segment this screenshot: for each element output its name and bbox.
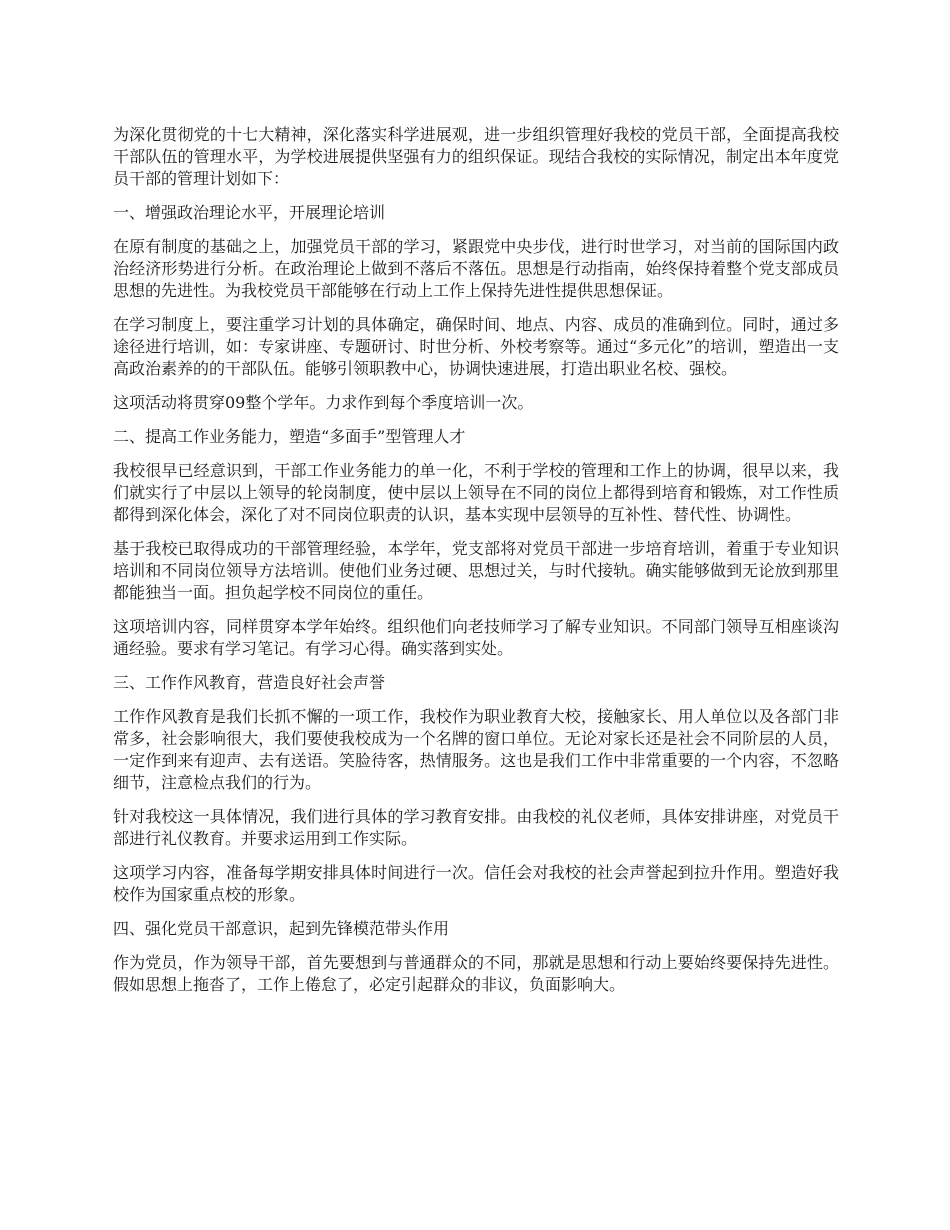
body-paragraph: 这项学习内容，准备每学期安排具体时间进行一次。信任会对我校的社会声誉起到拉升作用。塑造好我校作为国家重点校的形象。 <box>113 863 839 904</box>
section-heading-3: 三、工作作风教育，营造良好社会声誉 <box>113 673 386 692</box>
body-paragraph: 作为党员，作为领导干部，首先要想到与普通群众的不同，那就是思想和行动上要始终要保持先进性。假如思想上拖沓了，工作上倦怠了，必定引起群众的非议，负面影响大。 <box>113 953 839 994</box>
body-paragraph: 工作作风教育是我们长抓不懈的一项工作，我校作为职业教育大校，接触家长、用人单位以及各部门非常多，社会影响很大，我们要使我校成为一个名牌的窗口单位。无论对家长还是社会不同阶层的人员，一定作到来有迎声、去有送语。笑脸待客，热情服务。这也是我们工作中非常重要的一个内容，不忽略细节，注意检点我们的行为。 <box>113 707 839 792</box>
document-body <box>113 124 839 1008</box>
section-heading-1: 一、增强政治理论水平，开展理论培训 <box>113 203 386 222</box>
body-paragraph: 我校很早已经意识到，干部工作业务能力的单一化，不利于学校的管理和工作上的协调，很早以来，我们就实行了中层以上领导的轮岗制度，使中层以上领导在不同的岗位上都得到培育和锻炼，对工作性质都得到深化体会，深化了对不同岗位职责的认识，基本实现中层领导的互补性、替代性、协调性。 <box>113 461 839 524</box>
section-heading-2: 二、提高工作业务能力，塑造“多面手”型管理人才 <box>113 427 466 446</box>
intro-paragraph: 为深化贯彻党的十七大精神，深化落实科学进展观，进一步组织管理好我校的党员干部，全面提高我校干部队伍的管理水平，为学校进展提供坚强有力的组织保证。现结合我校的实际情况，制定出本年度党员干部的管理计划如下： <box>113 125 839 188</box>
section-heading-4: 四、强化党员干部意识，起到先锋模范带头作用 <box>113 919 450 938</box>
body-paragraph: 在原有制度的基础之上，加强党员干部的学习，紧跟党中央步伐，进行时世学习，对当前的国际国内政治经济形势进行分析。在政治理论上做到不落后不落伍。思想是行动指南，始终保持着整个党支部成员思想的先进性。为我校党员干部能够在行动上工作上保持先进性提供思想保证。 <box>113 237 839 300</box>
body-paragraph: 针对我校这一具体情况，我们进行具体的学习教育安排。由我校的礼仪老师，具体安排讲座，对党员干部进行礼仪教育。并要求运用到工作实际。 <box>113 807 839 848</box>
body-paragraph: 在学习制度上，要注重学习计划的具体确定，确保时间、地点、内容、成员的准确到位。同时，通过多途径进行培训，如：专家讲座、专题研讨、时世分析、外校考察等。通过“多元化”的培训，塑造出一支高政治素养的的干部队伍。能够引领职教中心，协调快速进展，打造出职业名校、强校。 <box>113 315 839 378</box>
body-paragraph: 基于我校已取得成功的干部管理经验，本学年，党支部将对党员干部进一步培育培训，着重于专业知识培训和不同岗位领导方法培训。使他们业务过硬、思想过关，与时代接轨。确实能够做到无论放到那里都能独当一面。担负起学校不同岗位的重任。 <box>113 539 839 602</box>
body-paragraph: 这项培训内容，同样贯穿本学年始终。组织他们向老技师学习了解专业知识。不同部门领导互相座谈沟通经验。要求有学习笔记。有学习心得。确实落到实处。 <box>113 617 839 658</box>
body-paragraph: 这项活动将贯穿09整个学年。力求作到每个季度培训一次。 <box>113 393 534 412</box>
